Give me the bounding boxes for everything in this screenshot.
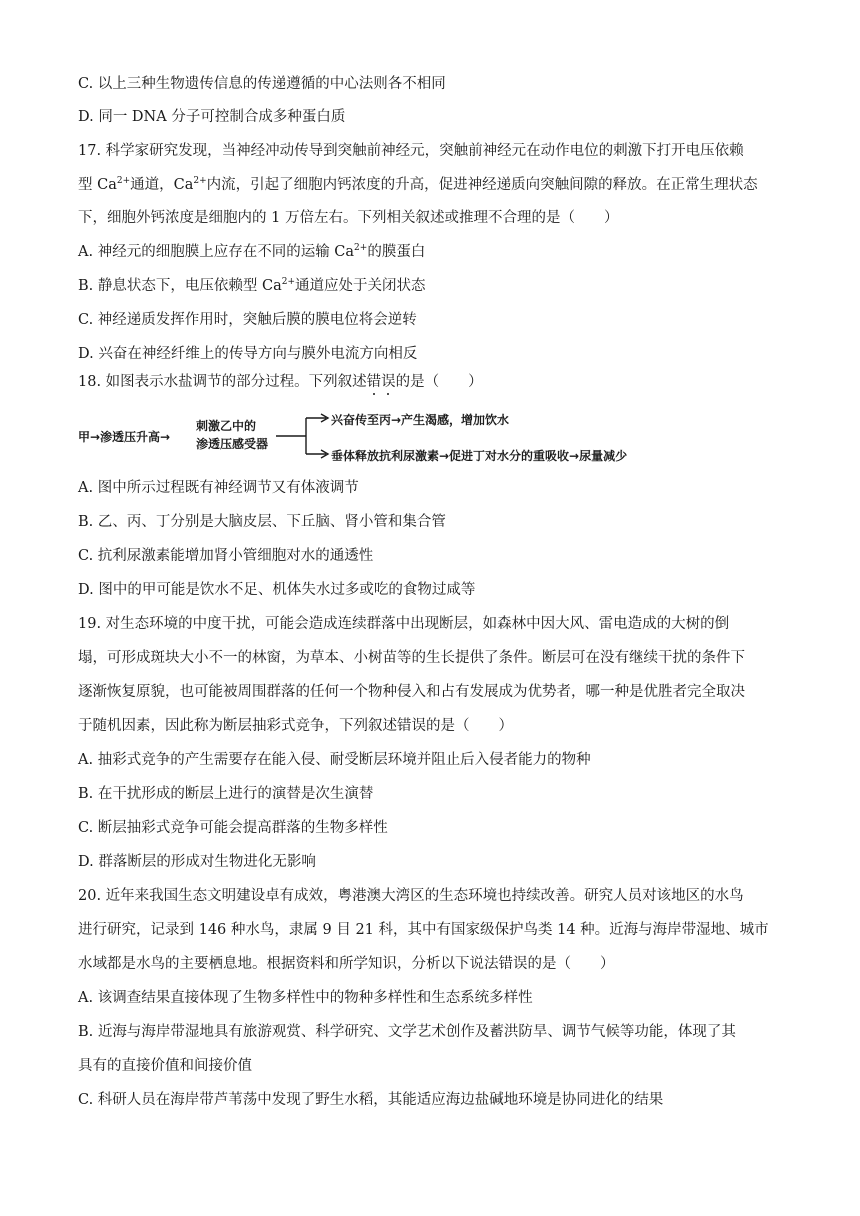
- option-19d: D. 群落断层的形成对生物进化无影响: [78, 854, 316, 870]
- question-19-line-4: 于随机因素，因此称为断层抽彩式竞争，下列叙述错误的是（ ）: [78, 718, 513, 734]
- option-20c: C. 科研人员在海岸带芦苇荡中发现了野生水稻，其能适应海边盐碱地环境是协同进化的结果: [78, 1092, 664, 1108]
- diagram-lower-path: 垂体释放抗利尿激素→促进丁对水分的重吸收→尿量减少: [331, 449, 628, 463]
- question-17-line-1: 17. 科学家研究发现，当神经冲动传导到突触前神经元，突触前神经元在动作电位的刺激下打开电压依赖: [78, 143, 744, 159]
- option-19a: A. 抽彩式竞争的产生需要存在能入侵、耐受断层环境并阻止后入侵者能力的物种: [78, 752, 591, 768]
- diagram-box-line-1: 刺激乙中的: [196, 419, 257, 433]
- diagram-box-line-2: 渗透压感受器: [196, 437, 269, 451]
- question-20-line-3: 水域都是水鸟的主要栖息地。根据资料和所学知识，分析以下说法错误的是（ ）: [78, 956, 615, 972]
- option-20b-line-2: 具有的直接价值和间接价值: [78, 1058, 252, 1074]
- question-20-line-1: 20. 近年来我国生态文明建设卓有成效，粤港澳大湾区的生态环境也持续改善。研究人员对该地区的水鸟: [78, 888, 744, 904]
- option-20b-line-1: B. 近海与海岸带湿地具有旅游观赏、科学研究、文学艺术创作及蓄洪防旱、调节气候等功能，体现了其: [78, 1024, 736, 1040]
- question-19-line-2: 塌，可形成斑块大小不一的林窗，为草本、小树苗等的生长提供了条件。断层可在没有继续干扰的条件下: [78, 650, 745, 666]
- question-19-line-1: 19. 对生态环境的中度干扰，可能会造成连续群落中出现断层，如森林中因大风、雷电造成的大树的倒: [78, 616, 730, 632]
- option-17a: A. 神经元的细胞膜上应存在不同的运输 $Ca^{2+}$的膜蛋白: [78, 243, 426, 260]
- option-18c: C. 抗利尿激素能增加肾小管细胞对水的通透性: [78, 548, 374, 564]
- option-17b: B. 静息状态下，电压依赖型 $Ca^{2+}$通道应处于关闭状态: [78, 277, 426, 294]
- question-17-line-3: 下，细胞外钙浓度是细胞内的 1 万倍左右。下列相关叙述或推理不合理的是（ ）: [78, 210, 619, 226]
- option-19c: C. 断层抽彩式竞争可能会提高群落的生物多样性: [78, 820, 388, 836]
- question-18-stem: 18. 如图表示水盐调节的部分过程。下列叙述错 误 的是（ ）: [78, 372, 483, 392]
- question-17-line-2: 型 $Ca^{2+}$通道，$Ca^{2+}$内流，引起了细胞内钙浓度的升高，促进神经递质向突触间隙的释放。在正常生理状态: [78, 176, 758, 193]
- water-salt-regulation-diagram: [78, 408, 698, 464]
- option-16c: C. 以上三种生物遗传信息的传递遵循的中心法则各不相同: [78, 76, 446, 92]
- option-17c: C. 神经递质发挥作用时，突触后膜的膜电位将会逆转: [78, 312, 417, 328]
- diagram-upper-path: 兴奋传至丙→产生渴感，增加饮水: [331, 413, 510, 427]
- option-16d: D. 同一 DNA 分子可控制合成多种蛋白质: [78, 109, 346, 125]
- diagram-left-text: 甲→渗透压升高→: [78, 430, 171, 444]
- option-19b: B. 在干扰形成的断层上进行的演替是次生演替: [78, 786, 374, 802]
- option-20a: A. 该调查结果直接体现了生物多样性中的物种多样性和生态系统多样性: [78, 990, 533, 1006]
- option-18a: A. 图中所示过程既有神经调节又有体液调节: [78, 480, 359, 496]
- option-17d: D. 兴奋在神经纤维上的传导方向与膜外电流方向相反: [78, 346, 418, 362]
- option-18d: D. 图中的甲可能是饮水不足、机体失水过多或吃的食物过咸等: [78, 582, 476, 598]
- question-19-line-3: 逐渐恢复原貌，也可能被周围群落的任何一个物种侵入和占有发展成为优势者，哪一种是优胜者完全取决: [78, 684, 745, 700]
- option-18b: B. 乙、丙、丁分别是大脑皮层、下丘脑、肾小管和集合管: [78, 514, 446, 530]
- question-20-line-2: 进行研究，记录到 146 种水鸟，隶属 9 目 21 科，其中有国家级保护鸟类 14 种。近海与海岸带湿地、城市: [78, 922, 769, 938]
